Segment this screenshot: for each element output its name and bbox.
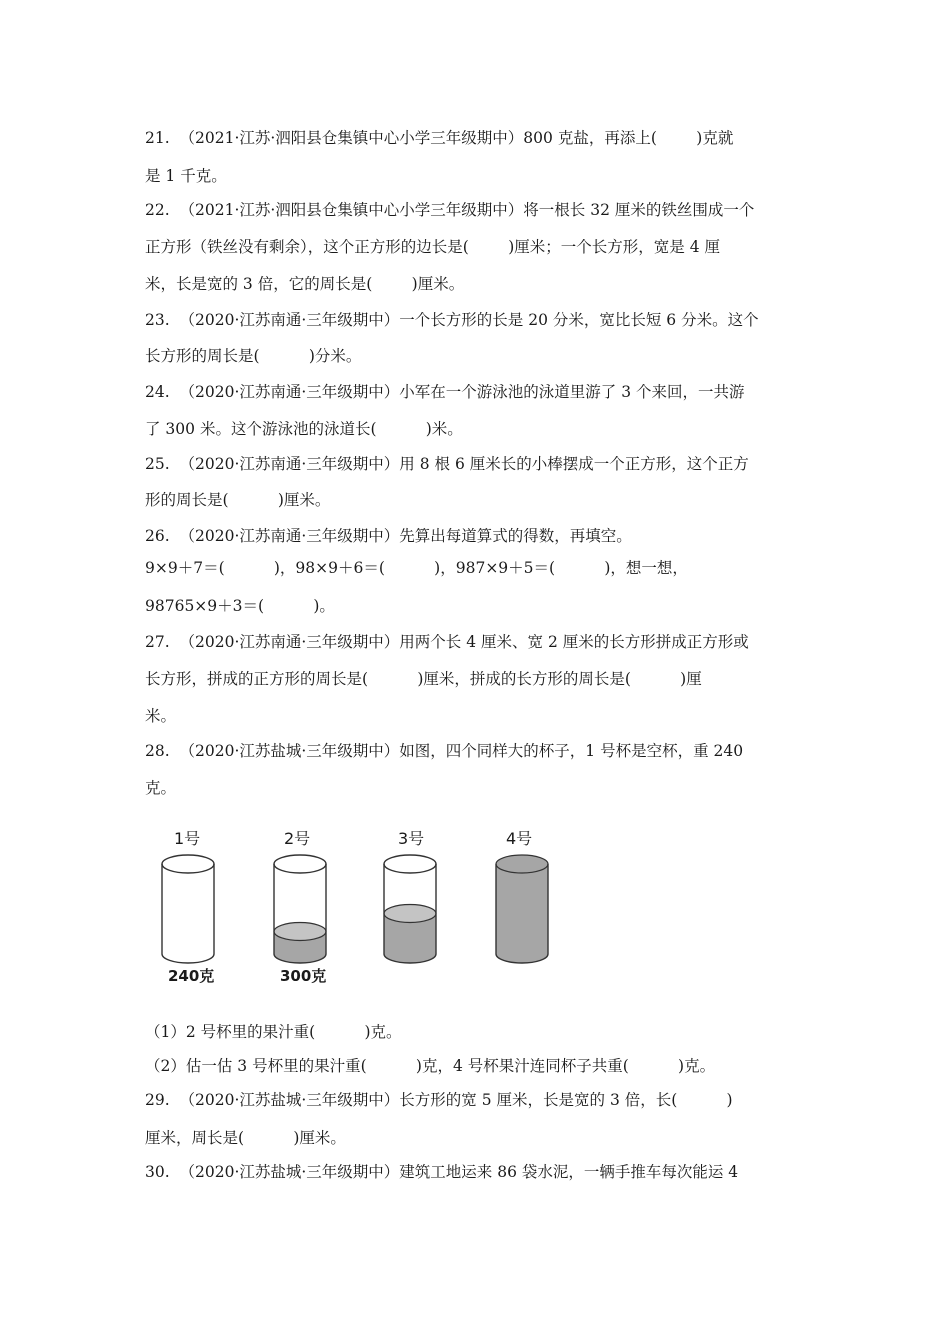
- cup-3-label: 3号: [398, 829, 425, 848]
- cup-2-label: 2号: [284, 829, 311, 848]
- q26-line3: 98765×9＋3＝( )。: [145, 597, 335, 615]
- q21-line2: 是 1 千克。: [145, 167, 227, 185]
- cup-1: [162, 855, 214, 963]
- q26-line2: 9×9＋7＝( )，98×9＋6＝( )，987×9＋5＝( )，想一想，: [145, 559, 688, 577]
- q24-line2: 了 300 米。这个游泳池的泳道长( )米。: [145, 420, 463, 438]
- cup-4-juice-surface: [496, 855, 548, 873]
- cup-1-outline: [162, 864, 214, 963]
- q22-line1: 22. （2021·江苏·泗阳县仓集镇中心小学三年级期中）将一根长 32 厘米的铁丝围成一个: [145, 201, 755, 219]
- q30-line1: 30. （2020·江苏盐城·三年级期中）建筑工地运来 86 袋水泥，一辆手推车每次能运 4: [145, 1163, 739, 1181]
- cup-4: [496, 855, 548, 963]
- cup-2-weight: 300克: [280, 967, 327, 985]
- q27-line1: 27. （2020·江苏南通·三年级期中）用两个长 4 厘米、宽 2 厘米的长方形拼成正方形或: [145, 633, 749, 651]
- cup-4-label: 4号: [506, 829, 533, 848]
- cup-3: [384, 855, 436, 963]
- cup-1-weight: 240克: [168, 967, 215, 985]
- cups-figure: [150, 820, 570, 995]
- q21-line1: 21. （2021·江苏·泗阳县仓集镇中心小学三年级期中）800 克盐，再添上( )克就: [145, 129, 734, 147]
- cup-2: [274, 855, 326, 963]
- q25-line2: 形的周长是( )厘米。: [145, 491, 331, 509]
- q28-line1: 28. （2020·江苏盐城·三年级期中）如图，四个同样大的杯子，1 号杯是空杯，重 240: [145, 742, 744, 760]
- q29-line1: 29. （2020·江苏盐城·三年级期中）长方形的宽 5 厘米，长是宽的 3 倍，长( ): [145, 1091, 733, 1109]
- q27-line2: 长方形，拼成的正方形的周长是( )厘米，拼成的长方形的周长是( )厘: [145, 670, 702, 688]
- q27-line3: 米。: [145, 707, 177, 725]
- cup-4-juice: [496, 864, 548, 963]
- cup-2-rim: [274, 855, 326, 873]
- q26-line1: 26. （2020·江苏南通·三年级期中）先算出每道算式的得数，再填空。: [145, 527, 632, 545]
- q23-line2: 长方形的周长是( )分米。: [145, 347, 362, 365]
- q22-line2: 正方形（铁丝没有剩余），这个正方形的边长是( )厘米；一个长方形，宽是 4 厘: [145, 238, 720, 256]
- q25-line1: 25. （2020·江苏南通·三年级期中）用 8 根 6 厘米长的小棒摆成一个正方形，这个正方: [145, 455, 749, 473]
- q23-line1: 23. （2020·江苏南通·三年级期中）一个长方形的长是 20 分米，宽比长短 6 分米。这个: [145, 311, 759, 329]
- q22-line3: 米，长是宽的 3 倍，它的周长是( )厘米。: [145, 275, 465, 293]
- cup-3-juice-surface: [384, 905, 436, 923]
- cup-1-rim: [162, 855, 214, 873]
- q28-line2: 克。: [145, 779, 177, 797]
- q24-line1: 24. （2020·江苏南通·三年级期中）小军在一个游泳池的泳道里游了 3 个来回，一共游: [145, 383, 745, 401]
- cup-2-juice-surface: [274, 923, 326, 941]
- q28-sub1: （1）2 号杯里的果汁重( )克。: [145, 1023, 402, 1041]
- cup-1-label: 1号: [174, 829, 201, 848]
- q29-line2: 厘米，周长是( )厘米。: [145, 1129, 346, 1147]
- cup-3-rim: [384, 855, 436, 873]
- q28-sub2: （2）估一估 3 号杯里的果汁重( )克，4 号杯果汁连同杯子共重( )克。: [145, 1057, 716, 1075]
